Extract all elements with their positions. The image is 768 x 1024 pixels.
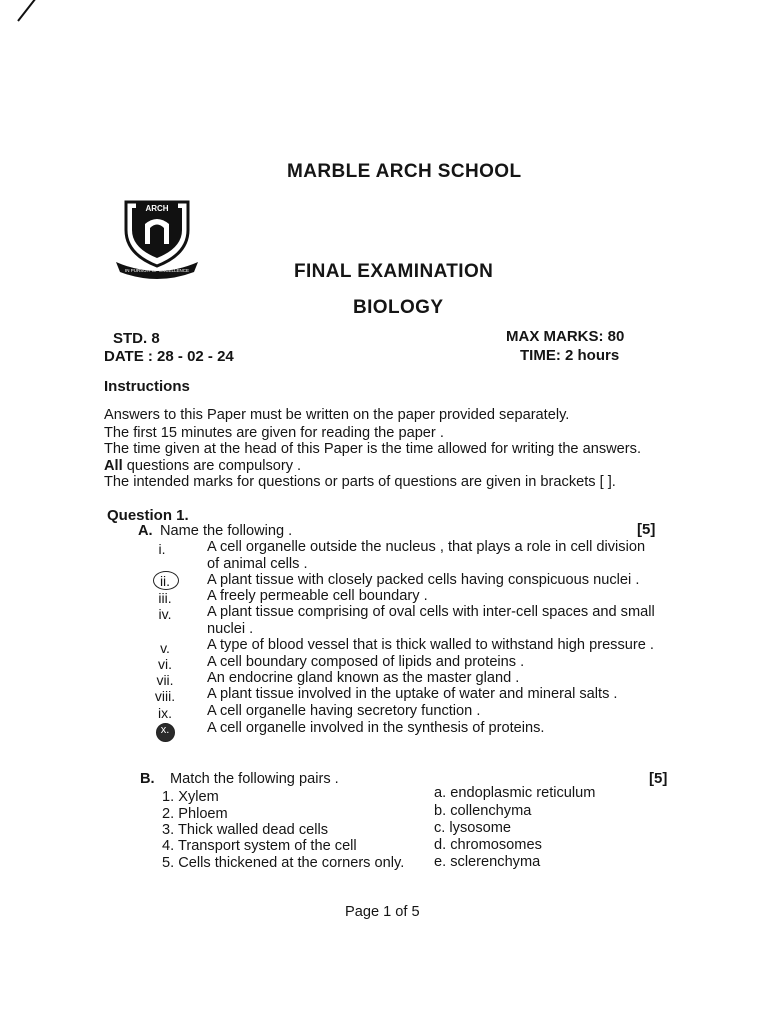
item-number: iv.: [158, 606, 172, 622]
part-a-label: A.: [138, 523, 153, 539]
exam-title: FINAL EXAMINATION: [294, 261, 494, 282]
match-left-item: 5. Cells thickened at the corners only.: [162, 855, 405, 871]
subject-title: BIOLOGY: [353, 297, 444, 318]
part-b-text: Match the following pairs .: [170, 771, 339, 787]
item-number: vi.: [158, 656, 172, 672]
question-item: A plant tissue with closely packed cells having conspicuous nuclei .: [207, 572, 640, 588]
instruction-line: [104, 458, 301, 474]
part-b-marks: [5]: [649, 770, 668, 787]
instructions-heading: Instructions: [104, 378, 190, 395]
item-number: i.: [158, 541, 166, 557]
part-a-marks: [5]: [637, 521, 656, 538]
pen-slash-mark: [17, 0, 36, 22]
match-left-item: 3. Thick walled dead cells: [162, 822, 329, 838]
school-crest-icon: [112, 196, 202, 280]
question-item: A cell organelle having secretory function .: [207, 703, 481, 719]
match-right-item: e. sclerenchyma: [434, 854, 541, 870]
question-item: A cell organelle outside the nucleus , that plays a role in cell division: [207, 539, 646, 555]
question-item-cont: nuclei .: [207, 621, 254, 637]
page-number: Page 1 of 5: [345, 904, 420, 920]
instruction-line: The time given at the head of this Paper is the time allowed for writing the answers.: [104, 441, 641, 457]
question-item: A cell boundary composed of lipids and proteins .: [207, 654, 525, 670]
instruction-line: The first 15 minutes are given for reading the paper .: [104, 425, 444, 441]
item-number: ix.: [158, 705, 172, 721]
part-b-label: B.: [140, 771, 155, 787]
std-label: STD. 8: [113, 330, 160, 347]
svg-text:IN PURSUIT OF EXCELLENCE: IN PURSUIT OF EXCELLENCE: [125, 268, 189, 273]
match-right-item: b. collenchyma: [434, 803, 532, 819]
item-number: ii.: [159, 573, 171, 589]
school-title: MARBLE ARCH SCHOOL: [287, 161, 522, 182]
item-number: iii.: [158, 590, 172, 606]
match-right-item: a. endoplasmic reticulum: [434, 785, 596, 801]
match-right-item: c. lysosome: [434, 820, 512, 836]
instruction-line: Answers to this Paper must be written on the paper provided separately.: [104, 407, 570, 423]
question-item: An endocrine gland known as the master gland .: [207, 670, 520, 686]
all-bold-word: All: [104, 458, 123, 474]
question-heading: Question 1.: [107, 507, 189, 524]
question-item: A type of blood vessel that is thick walled to withstand high pressure .: [207, 637, 654, 653]
part-a-text: Name the following .: [160, 523, 293, 539]
question-item: A cell organelle involved in the synthesis of proteins.: [207, 720, 545, 736]
time-label: TIME: 2 hours: [520, 347, 620, 364]
match-right-item: d. chromosomes: [434, 837, 542, 853]
match-left-item: 2. Phloem: [162, 806, 228, 822]
max-marks-label: MAX MARKS: 80: [506, 328, 625, 345]
match-left-item: 4. Transport system of the cell: [162, 838, 357, 854]
item-number: viii.: [154, 688, 176, 704]
item-number: v.: [160, 640, 170, 656]
item-number: vii.: [156, 672, 174, 688]
svg-text:ARCH: ARCH: [145, 204, 169, 213]
date-label: DATE : 28 - 02 - 24: [104, 348, 234, 365]
question-item: A plant tissue comprising of oval cells with inter-cell spaces and small: [207, 604, 655, 620]
item-number: x.: [160, 724, 170, 736]
question-item: A plant tissue involved in the uptake of water and mineral salts .: [207, 686, 618, 702]
question-item-cont: of animal cells .: [207, 556, 308, 572]
instruction-line: The intended marks for questions or parts of questions are given in brackets [ ].: [104, 474, 616, 490]
match-left-item: 1. Xylem: [162, 789, 219, 805]
question-item: A freely permeable cell boundary .: [207, 588, 428, 604]
instruction-line-text: questions are compulsory .: [126, 458, 302, 474]
